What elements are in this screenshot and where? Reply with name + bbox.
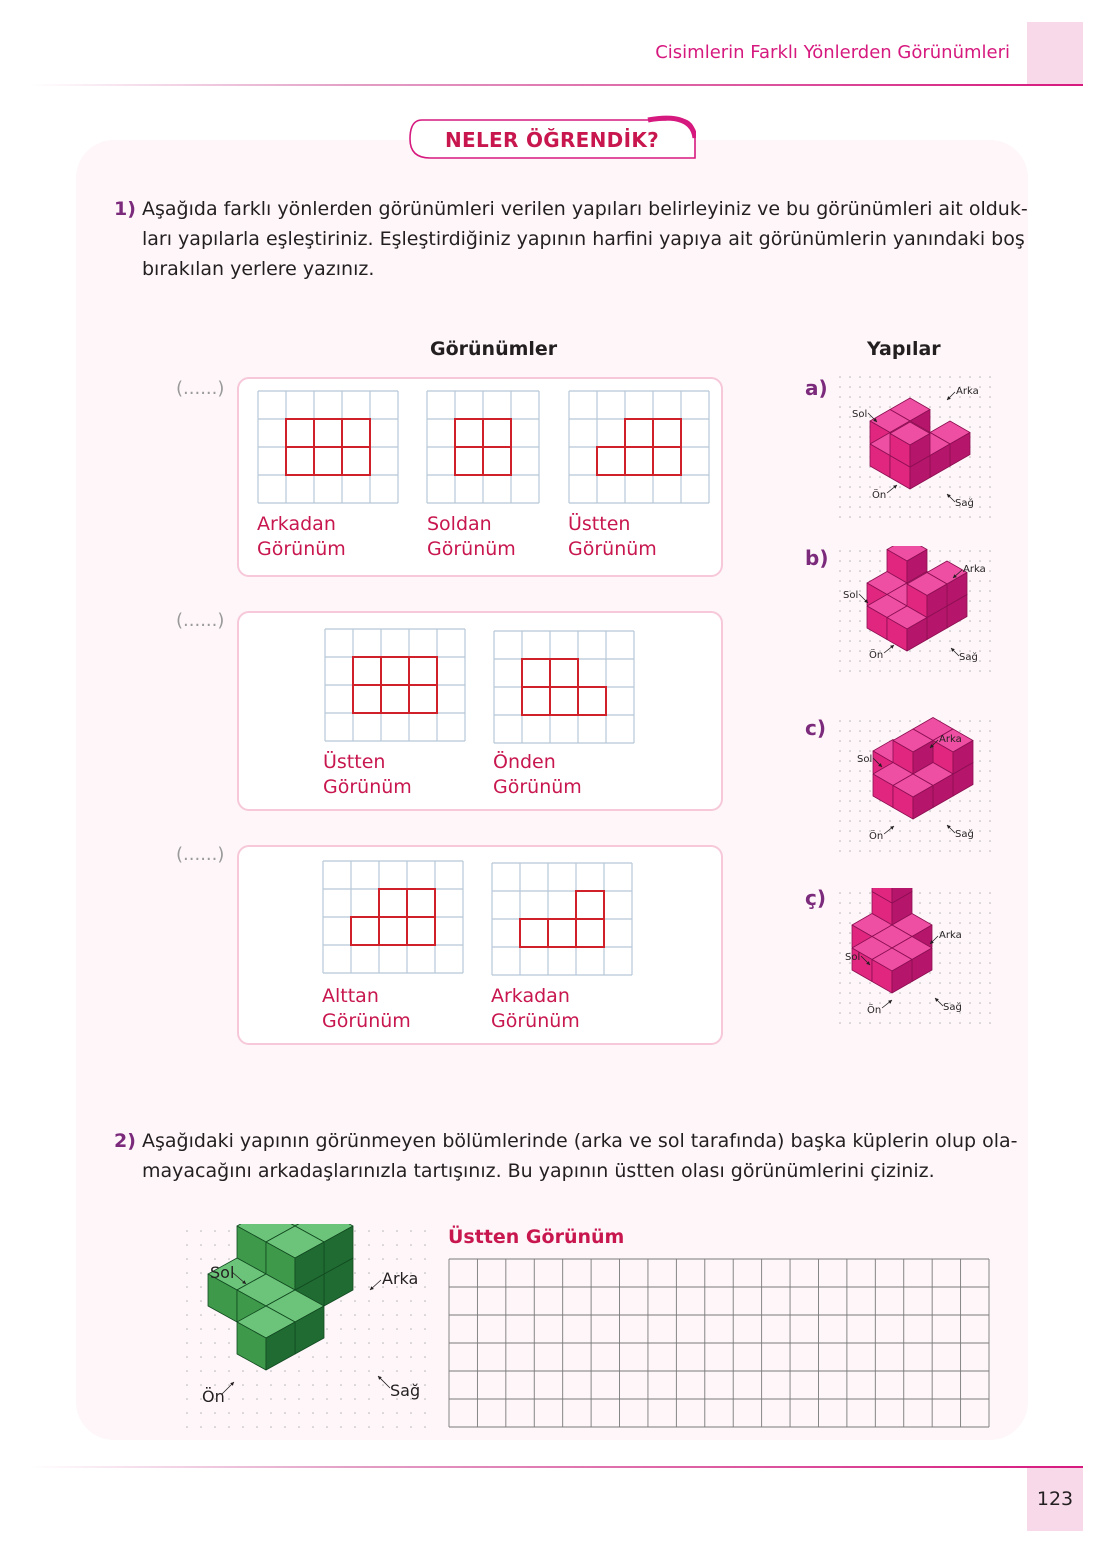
- structures-title: Yapılar: [867, 338, 941, 360]
- direction-label-back: Arka: [963, 564, 986, 575]
- structure-letter-a: a): [805, 376, 828, 400]
- grid-bottom-view-3: [322, 860, 464, 974]
- direction-label-back: Arka: [382, 1269, 419, 1288]
- views-box-3: [237, 845, 723, 1045]
- direction-label-front: Ön: [872, 490, 887, 501]
- direction-label-left: Sol: [843, 590, 859, 601]
- view-label: [427, 512, 516, 562]
- top-view-drawing-grid[interactable]: [448, 1258, 991, 1430]
- answer-blank-3[interactable]: (......): [176, 844, 225, 865]
- views-title: Görünümler: [430, 338, 558, 360]
- view-label-line: Görünüm: [323, 776, 412, 798]
- grid-top-view-2: [324, 628, 466, 742]
- view-label: [322, 984, 411, 1034]
- structure-letter-c: c): [805, 716, 826, 740]
- header-divider: [30, 84, 1083, 86]
- views-box-2: [237, 611, 723, 811]
- top-view-title: Üstten Görünüm: [448, 1226, 625, 1248]
- view-label-line: Görünüm: [568, 538, 657, 560]
- structure-letter-b: b): [805, 546, 829, 570]
- view-label-line: Arkadan: [257, 513, 336, 535]
- view-label-line: Görünüm: [493, 776, 582, 798]
- direction-label-left: Sol: [210, 1263, 235, 1282]
- view-label-line: Soldan: [427, 513, 492, 535]
- view-label-line: Alttan: [322, 985, 379, 1007]
- view-label: [257, 512, 346, 562]
- question-2-line: mayacağını arkadaşlarınızla tartışınız. Bu yapının üstten olası görünümlerini çiziniz.: [142, 1160, 935, 1182]
- view-label-line: Görünüm: [427, 538, 516, 560]
- grid-back-view-1: [257, 390, 399, 504]
- direction-label-back: Arka: [939, 734, 962, 745]
- question-2-line: Aşağıdaki yapının görünmeyen bölümlerinde (arka ve sol tarafında) başka küplerin olup ola-: [142, 1130, 1018, 1152]
- view-label: [491, 984, 580, 1034]
- question-1-text: [142, 194, 1028, 284]
- view-label: [493, 750, 582, 800]
- direction-label-left: Sol: [845, 952, 861, 963]
- direction-label-back: Arka: [956, 386, 979, 397]
- question-2-number: 2): [114, 1130, 136, 1152]
- view-label-line: Görünüm: [491, 1010, 580, 1032]
- banner-title: NELER ÖĞRENDİK?: [444, 128, 660, 152]
- answer-blank-1[interactable]: (......): [176, 378, 225, 399]
- direction-label-back: Arka: [939, 930, 962, 941]
- grid-back-view-3: [491, 862, 633, 976]
- view-label: [568, 512, 657, 562]
- direction-label-front: Ön: [869, 650, 884, 661]
- direction-label-right: Sağ: [955, 498, 974, 509]
- view-label: [323, 750, 412, 800]
- header-tab: [1027, 22, 1083, 85]
- structure-letter-cc: ç): [805, 886, 826, 910]
- view-label-line: Üstten: [323, 751, 386, 773]
- question-1-line: bırakılan yerlere yazınız.: [142, 258, 375, 280]
- question-1-number: 1): [114, 198, 136, 220]
- direction-label-right: Sağ: [959, 652, 978, 663]
- structure-b: [835, 546, 995, 680]
- direction-label-left: Sol: [852, 409, 868, 420]
- grid-front-view-2: [493, 630, 635, 744]
- question-2-text: [142, 1126, 1018, 1186]
- view-label-line: Önden: [493, 751, 556, 773]
- direction-label-left: Sol: [857, 754, 873, 765]
- structure-a: [835, 372, 995, 520]
- direction-label-right: Sağ: [390, 1381, 421, 1400]
- grid-top-view-1: [568, 390, 710, 504]
- page-number: 123: [1036, 1488, 1074, 1510]
- direction-label-right: Sağ: [943, 1002, 962, 1013]
- chapter-title: Cisimlerin Farklı Yönlerden Görünümleri: [655, 42, 1010, 63]
- question-1-line: ları yapılarla eşleştiriniz. Eşleştirdiğiniz yapının harfini yapıya ait görünümlerin yanındaki boş: [142, 228, 1025, 250]
- view-label-line: Arkadan: [491, 985, 570, 1007]
- view-label-line: Görünüm: [322, 1010, 411, 1032]
- view-label-line: Üstten: [568, 513, 631, 535]
- answer-blank-2[interactable]: (......): [176, 610, 225, 631]
- green-structure: [180, 1224, 438, 1430]
- direction-label-front: Ön: [869, 831, 884, 842]
- question-1-line: Aşağıda farklı yönlerden görünümleri verilen yapıları belirleyiniz ve bu görünümleri ait olduk-: [142, 198, 1028, 220]
- direction-label-right: Sağ: [955, 829, 974, 840]
- view-label-line: Görünüm: [257, 538, 346, 560]
- direction-label-front: Ön: [867, 1005, 882, 1016]
- structure-c: [835, 716, 995, 854]
- footer-divider: [30, 1466, 1083, 1468]
- direction-label-front: Ön: [202, 1387, 225, 1406]
- grid-left-view-1: [426, 390, 540, 504]
- structure-cc: [835, 888, 995, 1024]
